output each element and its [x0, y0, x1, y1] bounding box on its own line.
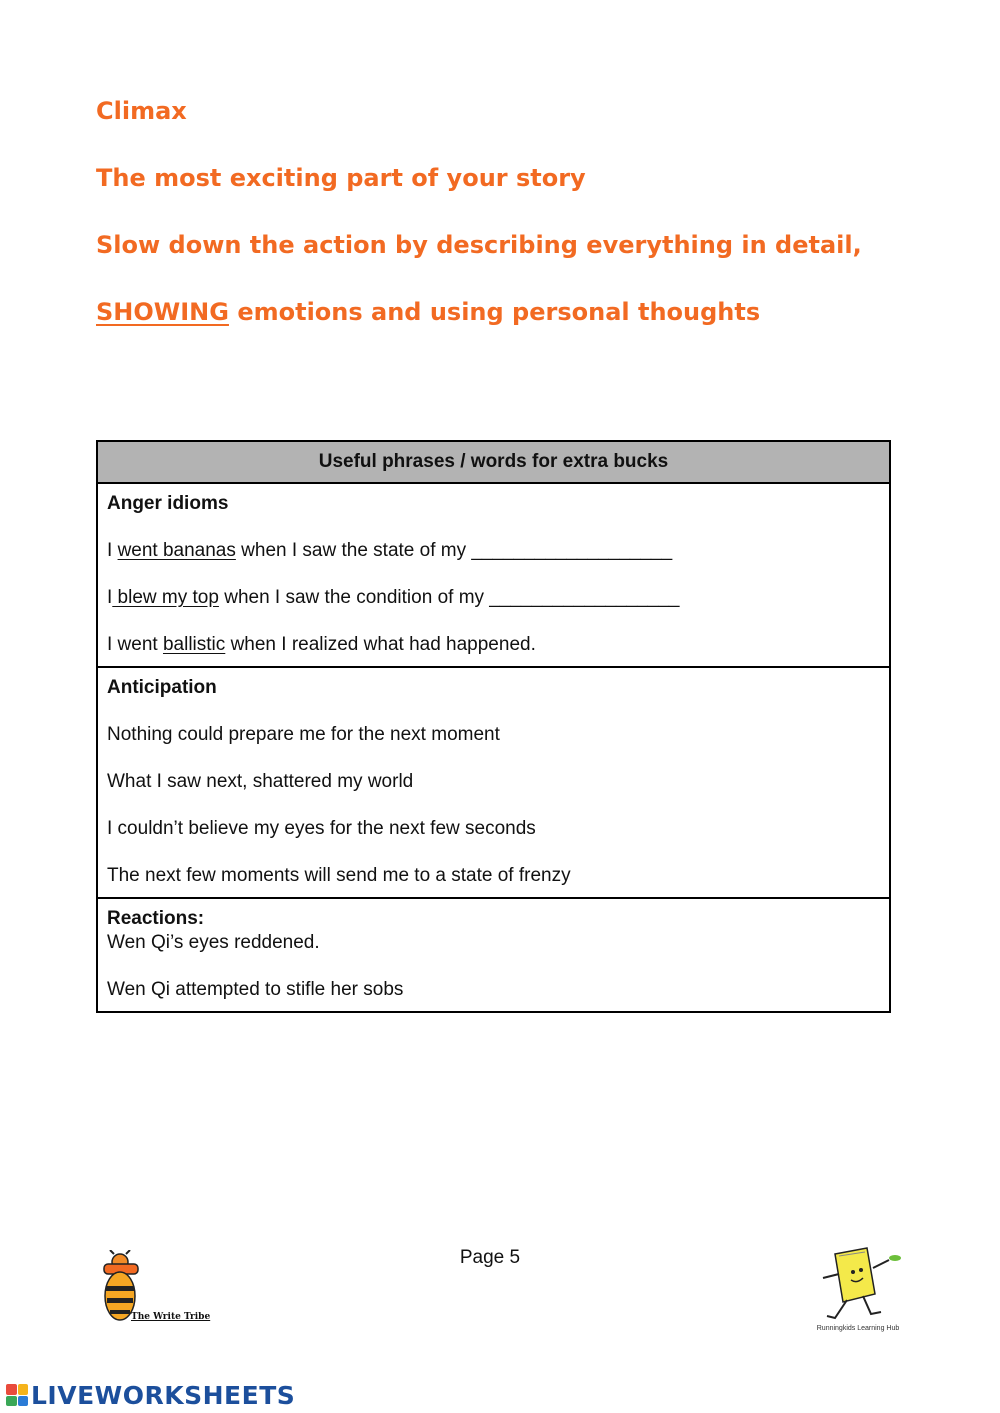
title-climax: Climax [96, 97, 187, 125]
reactions-title: Reactions: [107, 908, 205, 929]
reaction-line: Wen Qi attempted to stifle her sobs [107, 979, 404, 1000]
idiom-blew-my-top: blew my top [112, 587, 219, 608]
anger-line-2: I blew my top when I saw the condition of my __________________ [107, 587, 680, 608]
brand-logo-icon [6, 1384, 28, 1406]
anger-title: Anger idioms [107, 493, 229, 514]
idiom-ballistic: ballistic [162, 634, 226, 655]
phrases-table [96, 440, 891, 1013]
anger-section [97, 483, 890, 667]
anticipation-section [97, 667, 890, 898]
instruction-line-1: Slow down the action by describing everything in detail, [96, 231, 862, 259]
subtitle: The most exciting part of your story [96, 164, 586, 192]
anger-line-3: I went ballistic when I realized what had happened. [107, 634, 536, 655]
anticipation-line: What I saw next, shattered my world [107, 771, 414, 792]
idiom-went-bananas: went bananas [117, 540, 236, 561]
anger-line-1: I went bananas when I saw the state of my ___________________ [107, 540, 673, 561]
book-logo-text: Runningkids Learning Hub [816, 1325, 900, 1332]
anticipation-line: I couldn’t believe my eyes for the next few seconds [107, 818, 536, 839]
page-number: Page 5 [459, 1247, 521, 1268]
liveworksheets-brand [6, 1381, 295, 1409]
anticipation-title: Anticipation [107, 677, 217, 698]
reactions-section [97, 898, 890, 1012]
bee-logo-text: The Write Tribe [131, 1312, 211, 1322]
running-book-logo-icon [805, 1244, 905, 1324]
reaction-line: Wen Qi’s eyes reddened. [107, 932, 320, 953]
table-header: Useful phrases / words for extra bucks [97, 441, 890, 483]
anticipation-line: The next few moments will send me to a state of frenzy [107, 865, 571, 886]
brand-text: LIVEWORKSHEETS [31, 1380, 296, 1410]
instruction-line-2 [96, 298, 760, 326]
showing-word: SHOWING [96, 298, 229, 326]
showing-rest: emotions and using personal thoughts [228, 298, 761, 326]
anticipation-line: Nothing could prepare me for the next moment [107, 724, 500, 745]
